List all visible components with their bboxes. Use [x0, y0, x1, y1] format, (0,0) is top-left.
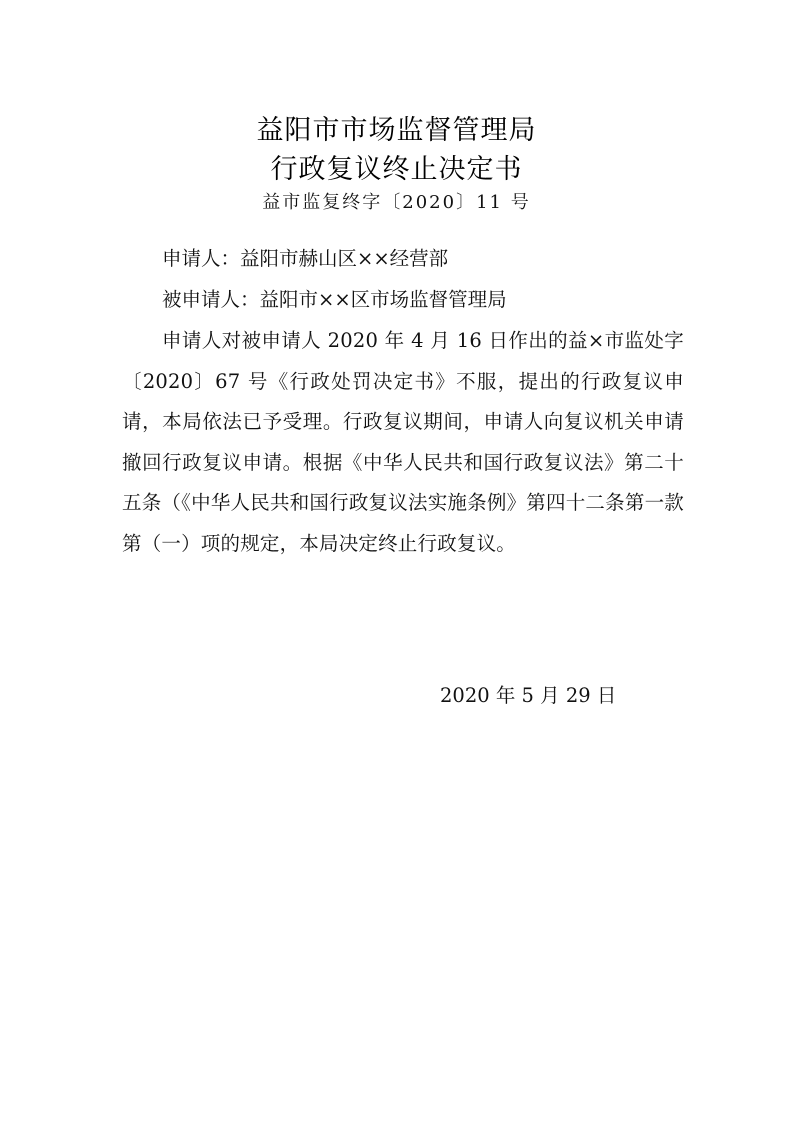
respondent-line: 被申请人：益阳市××区市场监督管理局	[162, 288, 507, 311]
decision-body: 申请人对被申请人 2020 年 4 月 16 日作出的益×市监处字〔2020〕67 号《行政处罚决定书》不服，提出的行政复议申请，本局依法已予受理。行政复议期间，申请人向复议机关申请撤回行政复议申请。根据《中华人民共和国行政复议法》第二十五条（《中华人民共和国行政复议法实施条例》第四十二条第一款第（一）项的规定，本局决定终止行政复议。	[122, 329, 684, 555]
applicant-line: 申请人：益阳市赫山区××经营部	[162, 247, 449, 270]
decision-date: 2020 年 5 月 29 日	[440, 684, 617, 707]
document-title-type: 行政复议终止决定书	[270, 154, 523, 185]
document-number: 益市监复终字〔2020〕11 号	[262, 192, 531, 213]
document-title-agency: 益阳市市场监督管理局	[256, 115, 537, 146]
